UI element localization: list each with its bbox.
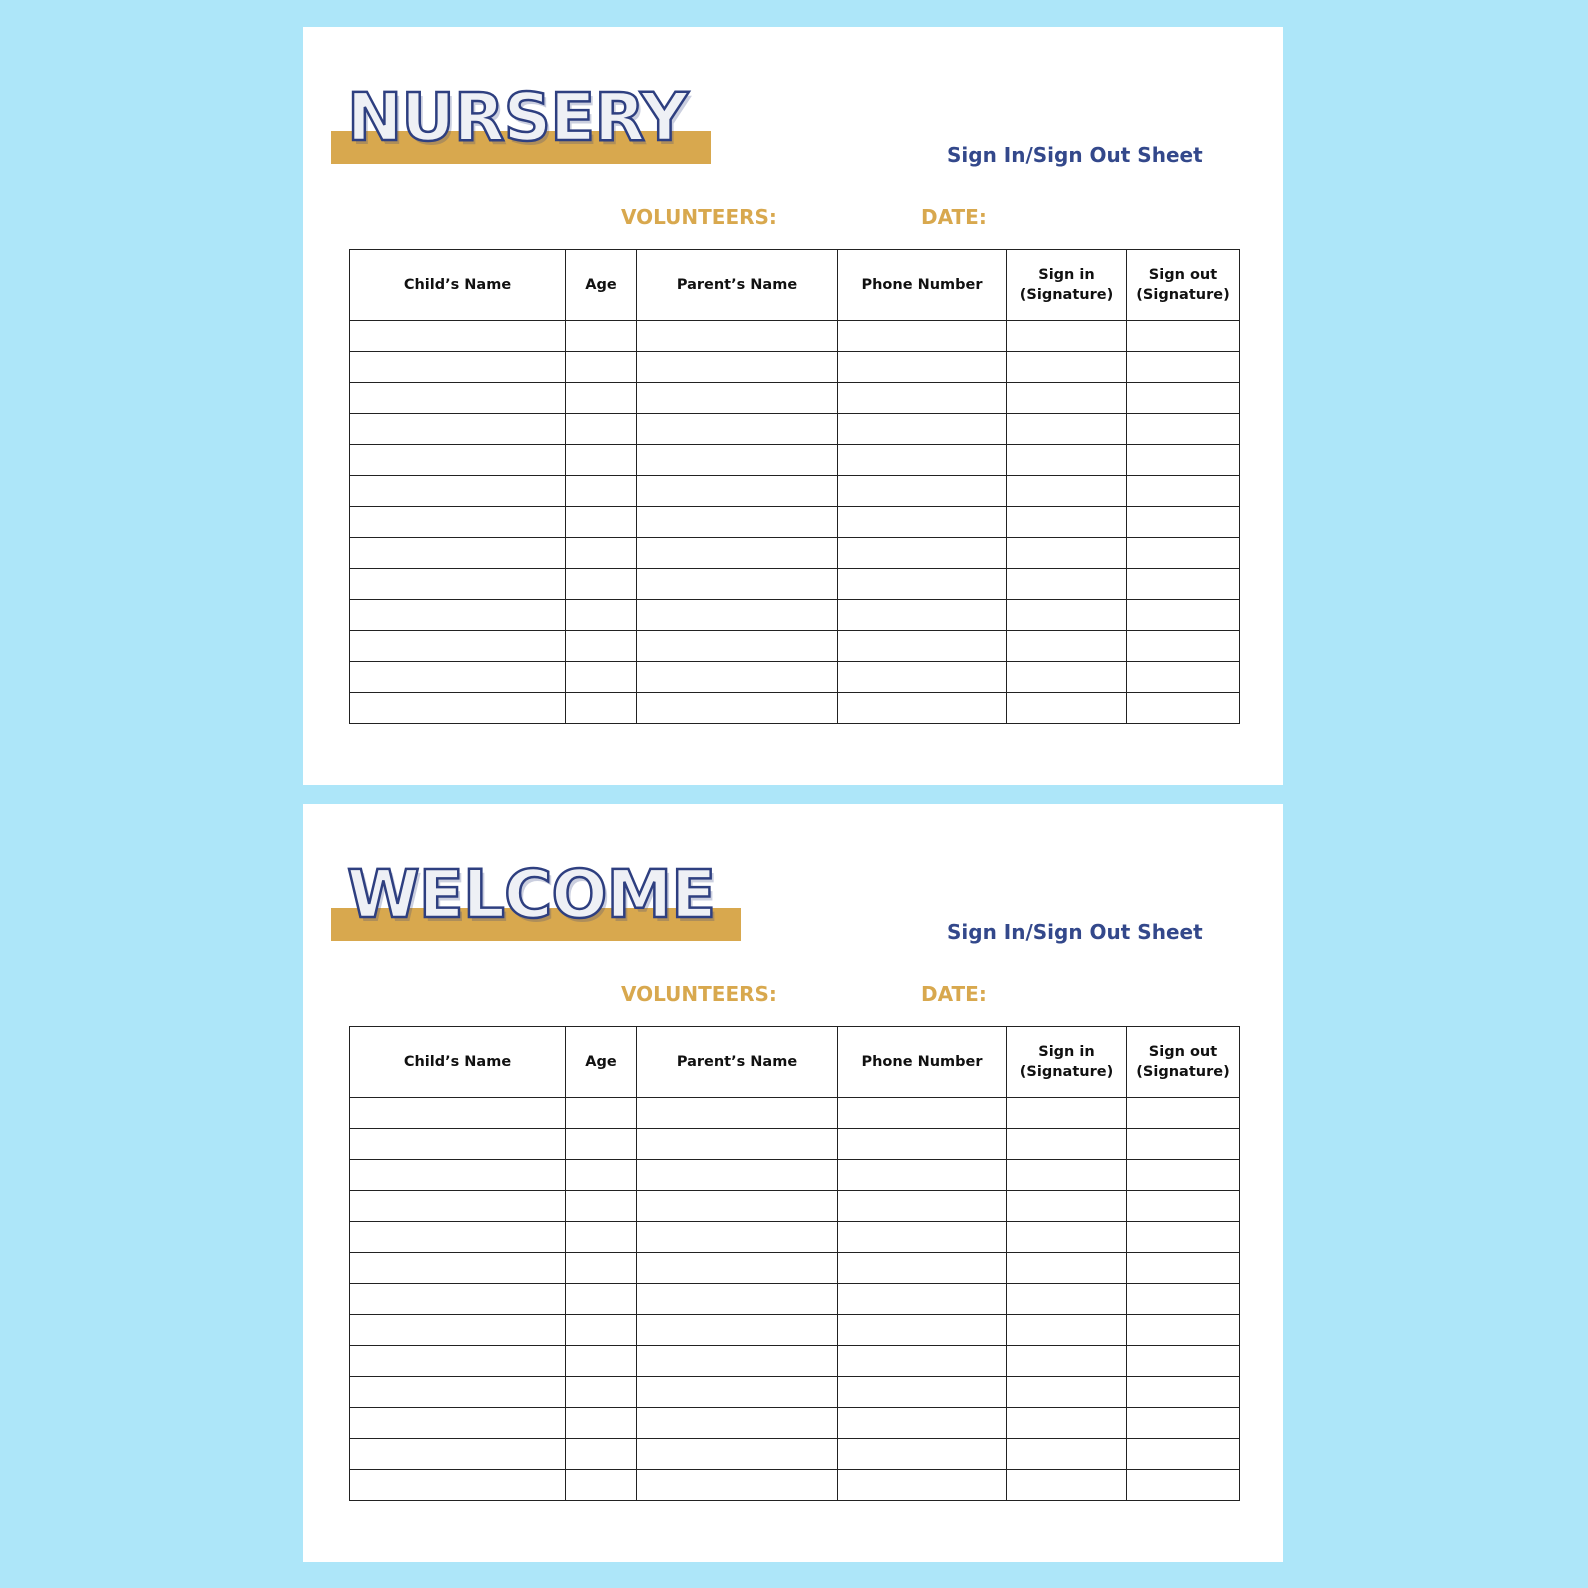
table-cell[interactable]	[566, 631, 637, 662]
table-row	[350, 1315, 1240, 1346]
table-cell[interactable]	[637, 383, 838, 414]
table-cell[interactable]	[1127, 1408, 1240, 1439]
table-row	[350, 1222, 1240, 1253]
table-cell[interactable]	[350, 1160, 566, 1191]
table-row	[350, 1439, 1240, 1470]
column-header-sign-in: Sign in (Signature)	[1007, 250, 1127, 321]
table-cell[interactable]	[566, 1377, 637, 1408]
table-cell[interactable]	[838, 693, 1007, 724]
table-cell[interactable]	[1007, 631, 1127, 662]
table-cell[interactable]	[637, 631, 838, 662]
table-cell[interactable]	[637, 1346, 838, 1377]
table-cell[interactable]	[566, 352, 637, 383]
table-row	[350, 631, 1240, 662]
table-row	[350, 414, 1240, 445]
table-body	[350, 1098, 1240, 1501]
table-cell[interactable]	[1007, 1315, 1127, 1346]
table-cell[interactable]	[350, 600, 566, 631]
table-cell[interactable]	[637, 1315, 838, 1346]
table-cell[interactable]	[1007, 476, 1127, 507]
table-cell[interactable]	[566, 1439, 637, 1470]
table-cell[interactable]	[350, 1098, 566, 1129]
table-cell[interactable]	[350, 1439, 566, 1470]
sheet-subtitle: Sign In/Sign Out Sheet	[947, 143, 1203, 167]
table-cell[interactable]	[1127, 693, 1240, 724]
column-header-sign-out: Sign out (Signature)	[1127, 250, 1240, 321]
sheet-nursery	[303, 27, 1283, 785]
table-cell[interactable]	[1127, 1129, 1240, 1160]
table-cell[interactable]	[1127, 1346, 1240, 1377]
table-row	[350, 352, 1240, 383]
table-row	[350, 662, 1240, 693]
column-header-sign-in: Sign in (Signature)	[1007, 1027, 1127, 1098]
table-cell[interactable]	[1007, 445, 1127, 476]
table-cell[interactable]	[1127, 476, 1240, 507]
table-cell[interactable]	[637, 662, 838, 693]
table-cell[interactable]	[566, 1470, 637, 1501]
table-cell[interactable]	[838, 1470, 1007, 1501]
table-cell[interactable]	[566, 600, 637, 631]
table-cell[interactable]	[637, 538, 838, 569]
table-cell[interactable]	[838, 1408, 1007, 1439]
table-cell[interactable]	[350, 569, 566, 600]
table-cell[interactable]	[350, 1377, 566, 1408]
table-cell[interactable]	[1007, 1377, 1127, 1408]
table-row	[350, 538, 1240, 569]
table-row	[350, 507, 1240, 538]
table-cell[interactable]	[637, 1253, 838, 1284]
table-cell[interactable]	[838, 1315, 1007, 1346]
table-cell[interactable]	[838, 662, 1007, 693]
table-cell[interactable]	[637, 352, 838, 383]
table-cell[interactable]	[1007, 1284, 1127, 1315]
table-cell[interactable]	[350, 414, 566, 445]
table-row	[350, 693, 1240, 724]
table-cell[interactable]	[1007, 1470, 1127, 1501]
table-cell[interactable]	[1127, 538, 1240, 569]
table-cell[interactable]	[1127, 1284, 1240, 1315]
table-cell[interactable]	[637, 1470, 838, 1501]
table-cell[interactable]	[637, 693, 838, 724]
table-cell[interactable]	[637, 1377, 838, 1408]
table-cell[interactable]	[838, 1253, 1007, 1284]
table-cell[interactable]	[350, 321, 566, 352]
table-cell[interactable]	[1007, 1160, 1127, 1191]
table-row	[350, 1098, 1240, 1129]
table-cell[interactable]	[1127, 321, 1240, 352]
table-cell[interactable]	[637, 507, 838, 538]
table-cell[interactable]	[566, 538, 637, 569]
table-cell[interactable]	[350, 1346, 566, 1377]
date-label: DATE:	[921, 205, 987, 229]
table-cell[interactable]	[1127, 445, 1240, 476]
table-cell[interactable]	[566, 1160, 637, 1191]
table-cell[interactable]	[1007, 569, 1127, 600]
table-cell[interactable]	[1007, 693, 1127, 724]
table-row	[350, 1470, 1240, 1501]
table-cell[interactable]	[1007, 1253, 1127, 1284]
table-cell[interactable]	[637, 1160, 838, 1191]
table-cell[interactable]	[566, 662, 637, 693]
table-cell[interactable]	[637, 1129, 838, 1160]
table-cell[interactable]	[1127, 1253, 1240, 1284]
table-cell[interactable]	[566, 1408, 637, 1439]
table-cell[interactable]	[1127, 1222, 1240, 1253]
table-cell[interactable]	[566, 1346, 637, 1377]
table-cell[interactable]	[637, 1408, 838, 1439]
table-cell[interactable]	[838, 352, 1007, 383]
table-cell[interactable]	[838, 569, 1007, 600]
sheet-welcome	[303, 804, 1283, 1562]
table-cell[interactable]	[1127, 1439, 1240, 1470]
table-cell[interactable]	[838, 1377, 1007, 1408]
table-cell[interactable]	[350, 445, 566, 476]
table-cell[interactable]	[1007, 1346, 1127, 1377]
column-header-age: Age	[566, 250, 637, 321]
table-cell[interactable]	[838, 600, 1007, 631]
table-row	[350, 1377, 1240, 1408]
table-header-row	[350, 250, 1240, 321]
table-cell[interactable]	[1007, 1098, 1127, 1129]
table-cell[interactable]	[637, 1098, 838, 1129]
table-cell[interactable]	[838, 445, 1007, 476]
table-cell[interactable]	[1007, 1222, 1127, 1253]
table-cell[interactable]	[350, 1191, 566, 1222]
table-cell[interactable]	[1007, 507, 1127, 538]
table-cell[interactable]	[350, 1408, 566, 1439]
table-cell[interactable]	[637, 414, 838, 445]
table-cell[interactable]	[1127, 1315, 1240, 1346]
table-cell[interactable]	[838, 1284, 1007, 1315]
table-cell[interactable]	[566, 569, 637, 600]
table-cell[interactable]	[566, 1284, 637, 1315]
table-cell[interactable]	[1127, 1160, 1240, 1191]
column-header-childs-name: Child’s Name	[350, 250, 566, 321]
table-cell[interactable]	[1127, 414, 1240, 445]
table-cell[interactable]	[1127, 569, 1240, 600]
column-header-childs-name: Child’s Name	[350, 1027, 566, 1098]
table-row	[350, 1346, 1240, 1377]
table-cell[interactable]	[838, 383, 1007, 414]
table-cell[interactable]	[637, 600, 838, 631]
volunteers-label: VOLUNTEERS:	[621, 205, 777, 229]
table-cell[interactable]	[838, 1129, 1007, 1160]
table-cell[interactable]	[566, 1098, 637, 1129]
table-cell[interactable]	[637, 445, 838, 476]
date-label: DATE:	[921, 982, 987, 1006]
column-header-sign-out: Sign out (Signature)	[1127, 1027, 1240, 1098]
table-cell[interactable]	[1007, 383, 1127, 414]
column-header-parents-name: Parent’s Name	[637, 1027, 838, 1098]
table-cell[interactable]	[350, 476, 566, 507]
table-cell[interactable]	[1127, 383, 1240, 414]
table-cell[interactable]	[566, 1129, 637, 1160]
table-row	[350, 476, 1240, 507]
table-row	[350, 600, 1240, 631]
table-cell[interactable]	[350, 352, 566, 383]
table-cell[interactable]	[1007, 662, 1127, 693]
sign-in-table	[349, 249, 1240, 724]
table-cell[interactable]	[350, 538, 566, 569]
table-row	[350, 1408, 1240, 1439]
table-cell[interactable]	[838, 476, 1007, 507]
table-cell[interactable]	[1007, 600, 1127, 631]
table-cell[interactable]	[566, 1222, 637, 1253]
table-cell[interactable]	[838, 1191, 1007, 1222]
table-row	[350, 569, 1240, 600]
table-cell[interactable]	[637, 1222, 838, 1253]
table-cell[interactable]	[350, 507, 566, 538]
table-cell[interactable]	[637, 321, 838, 352]
table-cell[interactable]	[1007, 414, 1127, 445]
table-cell[interactable]	[1127, 1191, 1240, 1222]
table-body	[350, 321, 1240, 724]
table-cell[interactable]	[566, 383, 637, 414]
table-cell[interactable]	[350, 1470, 566, 1501]
table-cell[interactable]	[838, 1439, 1007, 1470]
table-cell[interactable]	[350, 1129, 566, 1160]
table-cell[interactable]	[838, 507, 1007, 538]
table-cell[interactable]	[566, 693, 637, 724]
table-cell[interactable]	[566, 1315, 637, 1346]
sheet-subtitle: Sign In/Sign Out Sheet	[947, 920, 1203, 944]
table-cell[interactable]	[350, 1315, 566, 1346]
table-cell[interactable]	[566, 445, 637, 476]
table-cell[interactable]	[637, 1191, 838, 1222]
table-cell[interactable]	[1007, 1439, 1127, 1470]
table-cell[interactable]	[838, 321, 1007, 352]
volunteers-label: VOLUNTEERS:	[621, 982, 777, 1006]
table-cell[interactable]	[350, 1222, 566, 1253]
table-cell[interactable]	[566, 414, 637, 445]
table-cell[interactable]	[350, 1284, 566, 1315]
table-cell[interactable]	[838, 1160, 1007, 1191]
table-row	[350, 445, 1240, 476]
column-header-age: Age	[566, 1027, 637, 1098]
table-cell[interactable]	[566, 476, 637, 507]
table-cell[interactable]	[637, 1439, 838, 1470]
table-cell[interactable]	[566, 1191, 637, 1222]
table-cell[interactable]	[838, 414, 1007, 445]
table-cell[interactable]	[350, 662, 566, 693]
column-header-parents-name: Parent’s Name	[637, 250, 838, 321]
table-cell[interactable]	[566, 507, 637, 538]
table-cell[interactable]	[350, 693, 566, 724]
table-header-row	[350, 1027, 1240, 1098]
table-cell[interactable]	[350, 383, 566, 414]
table-row	[350, 1284, 1240, 1315]
table-cell[interactable]	[637, 1284, 838, 1315]
table-cell[interactable]	[350, 1253, 566, 1284]
column-header-phone-number: Phone Number	[838, 1027, 1007, 1098]
table-cell[interactable]	[838, 1222, 1007, 1253]
table-cell[interactable]	[1127, 631, 1240, 662]
table-cell[interactable]	[838, 1098, 1007, 1129]
table-cell[interactable]	[1127, 352, 1240, 383]
table-row	[350, 383, 1240, 414]
table-cell[interactable]	[566, 1253, 637, 1284]
table-cell[interactable]	[1007, 1129, 1127, 1160]
table-cell[interactable]	[1007, 1408, 1127, 1439]
table-cell[interactable]	[1127, 507, 1240, 538]
table-cell[interactable]	[1127, 600, 1240, 631]
table-row	[350, 1129, 1240, 1160]
table-cell[interactable]	[1127, 662, 1240, 693]
table-cell[interactable]	[637, 476, 838, 507]
table-cell[interactable]	[566, 321, 637, 352]
table-cell[interactable]	[1007, 538, 1127, 569]
column-header-phone-number: Phone Number	[838, 250, 1007, 321]
table-cell[interactable]	[838, 631, 1007, 662]
sheet-title: WELCOME	[347, 856, 716, 933]
table-cell[interactable]	[637, 569, 838, 600]
table-cell[interactable]	[838, 538, 1007, 569]
table-cell[interactable]	[1007, 352, 1127, 383]
table-cell[interactable]	[350, 631, 566, 662]
table-cell[interactable]	[1127, 1470, 1240, 1501]
table-row	[350, 1191, 1240, 1222]
sign-in-table	[349, 1026, 1240, 1501]
table-cell[interactable]	[1127, 1098, 1240, 1129]
table-cell[interactable]	[1127, 1377, 1240, 1408]
table-row	[350, 1160, 1240, 1191]
table-row	[350, 321, 1240, 352]
table-cell[interactable]	[1007, 321, 1127, 352]
table-cell[interactable]	[838, 1346, 1007, 1377]
table-cell[interactable]	[1007, 1191, 1127, 1222]
sheet-title: NURSERY	[347, 79, 688, 156]
table-row	[350, 1253, 1240, 1284]
